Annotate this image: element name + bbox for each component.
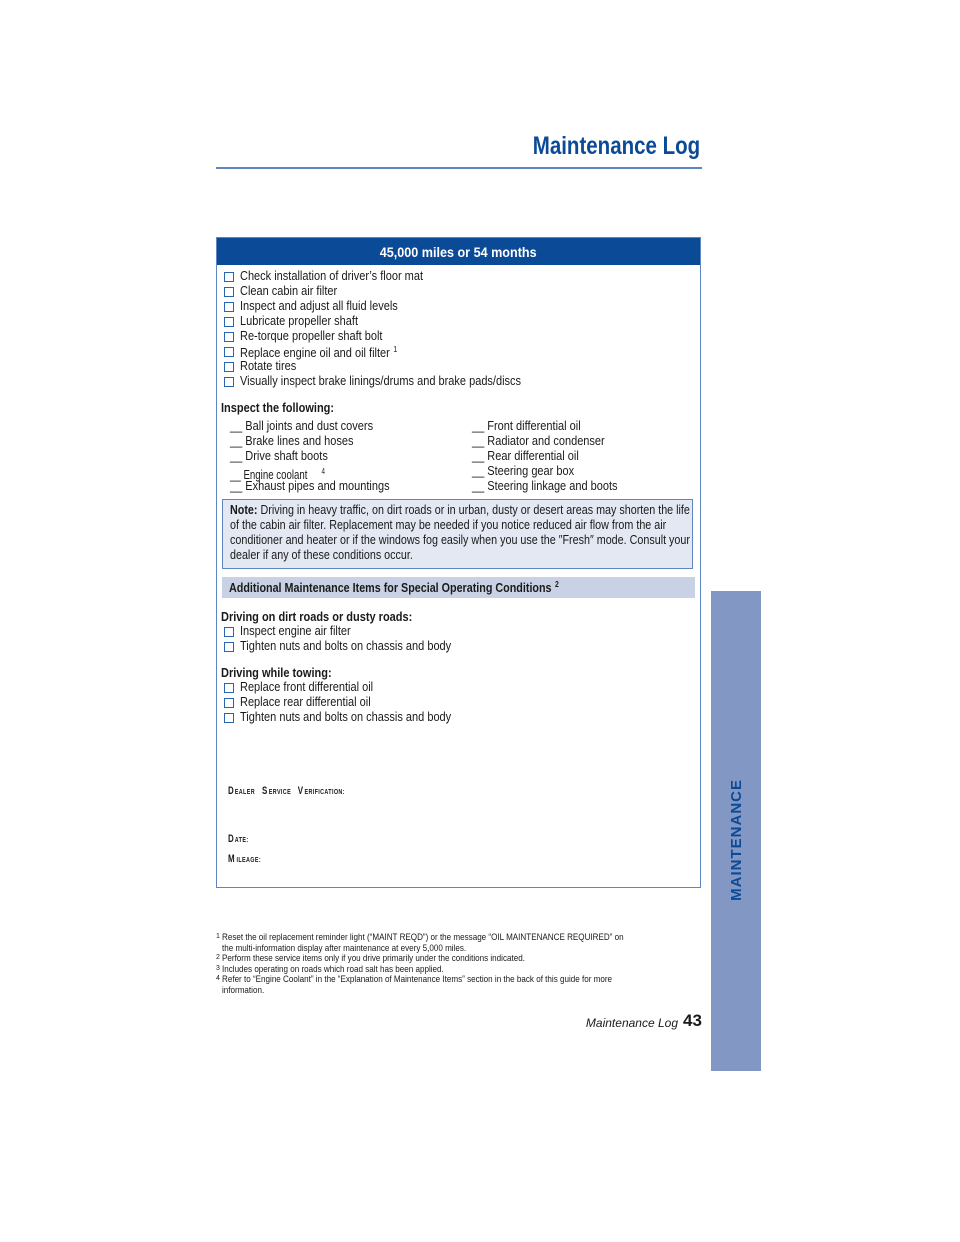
inspect-heading: Inspect the following: (221, 401, 335, 415)
checklist-item: Clean cabin air filter (224, 284, 559, 299)
checkbox[interactable] (224, 642, 234, 652)
checklist-item: Tighten nuts and bolts on chassis and body (224, 710, 480, 725)
inspect-item: __ Rear differential oil (472, 449, 579, 463)
date-label: DATE: (228, 833, 249, 845)
footnote-ref: 4 (321, 467, 326, 476)
checkbox[interactable] (224, 627, 234, 637)
checkbox[interactable] (224, 332, 234, 342)
checkbox[interactable] (224, 713, 234, 723)
checkbox[interactable] (224, 362, 234, 372)
checklist-item: Inspect and adjust all fluid levels (224, 299, 559, 314)
section-side-tab-label-wrap (711, 591, 761, 1071)
checklist-item: Replace rear differential oil (224, 695, 480, 710)
checkbox[interactable] (224, 698, 234, 708)
checklist-item: Visually inspect brake linings/drums and brake pads/discs (224, 374, 559, 389)
checklist-item: Lubricate propeller shaft (224, 314, 559, 329)
inspect-item: __ Front differential oil (472, 419, 581, 433)
note-box (222, 499, 693, 569)
dirt-roads-heading: Driving on dirt roads or dusty roads: (221, 610, 413, 624)
checklist-item: Check installation of driver’s floor mat (224, 269, 559, 284)
inspect-item: __ Brake lines and hoses (230, 434, 354, 448)
service-checklist (224, 269, 559, 389)
checkbox[interactable] (224, 272, 234, 282)
inspect-list-left (230, 419, 411, 494)
additional-title: Additional Maintenance Items for Special Operating Conditions (229, 581, 552, 596)
footnotes (216, 933, 702, 996)
section-side-tab-label: MAINTENANCE (727, 779, 745, 901)
footnote: 1 Reset the oil replacement reminder light (“MAINT REQD”) or the message “OIL MAINTENANCE REQUIRED” on the multi-information display after maintenance at every 5,000 miles. (216, 932, 624, 954)
checklist-item: Replace front differential oil (224, 680, 480, 695)
checkbox[interactable] (224, 317, 234, 327)
additional-items-bar (222, 577, 695, 598)
page-number: 43 (683, 1011, 702, 1030)
footnote-ref: 1 (393, 344, 398, 354)
title-rule (216, 167, 702, 169)
inspect-item: __ Exhaust pipes and mountings (230, 479, 390, 493)
checklist-item: Inspect engine air filter (224, 624, 480, 639)
checkbox[interactable] (224, 377, 234, 387)
checklist-item: Rotate tires (224, 359, 559, 374)
inspect-item: __ Radiator and condenser (472, 434, 605, 448)
checkbox[interactable] (224, 287, 234, 297)
inspect-item: __ Steering linkage and boots (472, 479, 618, 493)
checkbox[interactable] (224, 302, 234, 312)
footnote: 3 Includes operating on roads which road salt has been applied. (216, 963, 444, 975)
checklist-item: Tighten nuts and bolts on chassis and body (224, 639, 480, 654)
note-text: Driving in heavy traffic, on dirt roads or in urban, dusty or desert areas may shorten the life of the cabin air filter. Replacement may be needed if you notice reduced air flow from the air conditioner and heater or if the windows fog easily when you use the ″Fresh″ mode. Consult your dealer if any of these conditions occur. (230, 503, 690, 562)
checklist-item: Re-torque propeller shaft bolt (224, 329, 559, 344)
page-title: Maintenance Log (532, 132, 700, 160)
footer-section-label: Maintenance Log (585, 1016, 678, 1030)
footnote: 2 Perform these service items only if you drive primarily under the conditions indicated. (216, 953, 525, 964)
towing-heading: Driving while towing: (221, 666, 332, 680)
footnote-ref: 2 (554, 579, 559, 589)
mileage-label: MILEAGE: (228, 853, 261, 865)
inspect-list-right (472, 419, 637, 494)
towing-checklist (224, 680, 480, 725)
interval-header (217, 238, 700, 265)
note-label: Note: (230, 503, 258, 517)
dealer-verification-label: DEALER SERVICE VERIFICATION: (228, 785, 345, 797)
dirt-roads-checklist (224, 624, 480, 654)
footnote: 4 Refer to “Engine Coolant” in the “Explanation of Maintenance Items” section in the back of this guide for more information. (216, 974, 613, 996)
checklist-item: Replace engine oil and oil filter $^1$ (224, 344, 559, 359)
inspect-item: __ Drive shaft boots (230, 449, 328, 463)
inspect-item: __ Ball joints and dust covers (230, 419, 374, 433)
checkbox[interactable] (224, 347, 234, 357)
checkbox[interactable] (224, 683, 234, 693)
interval-title: 45,000 miles or 54 months (380, 243, 537, 260)
maintenance-log-box (216, 237, 701, 888)
inspect-item: __ Steering gear box (472, 464, 575, 478)
inspect-item: __ Engine coolant 4 (230, 464, 411, 479)
